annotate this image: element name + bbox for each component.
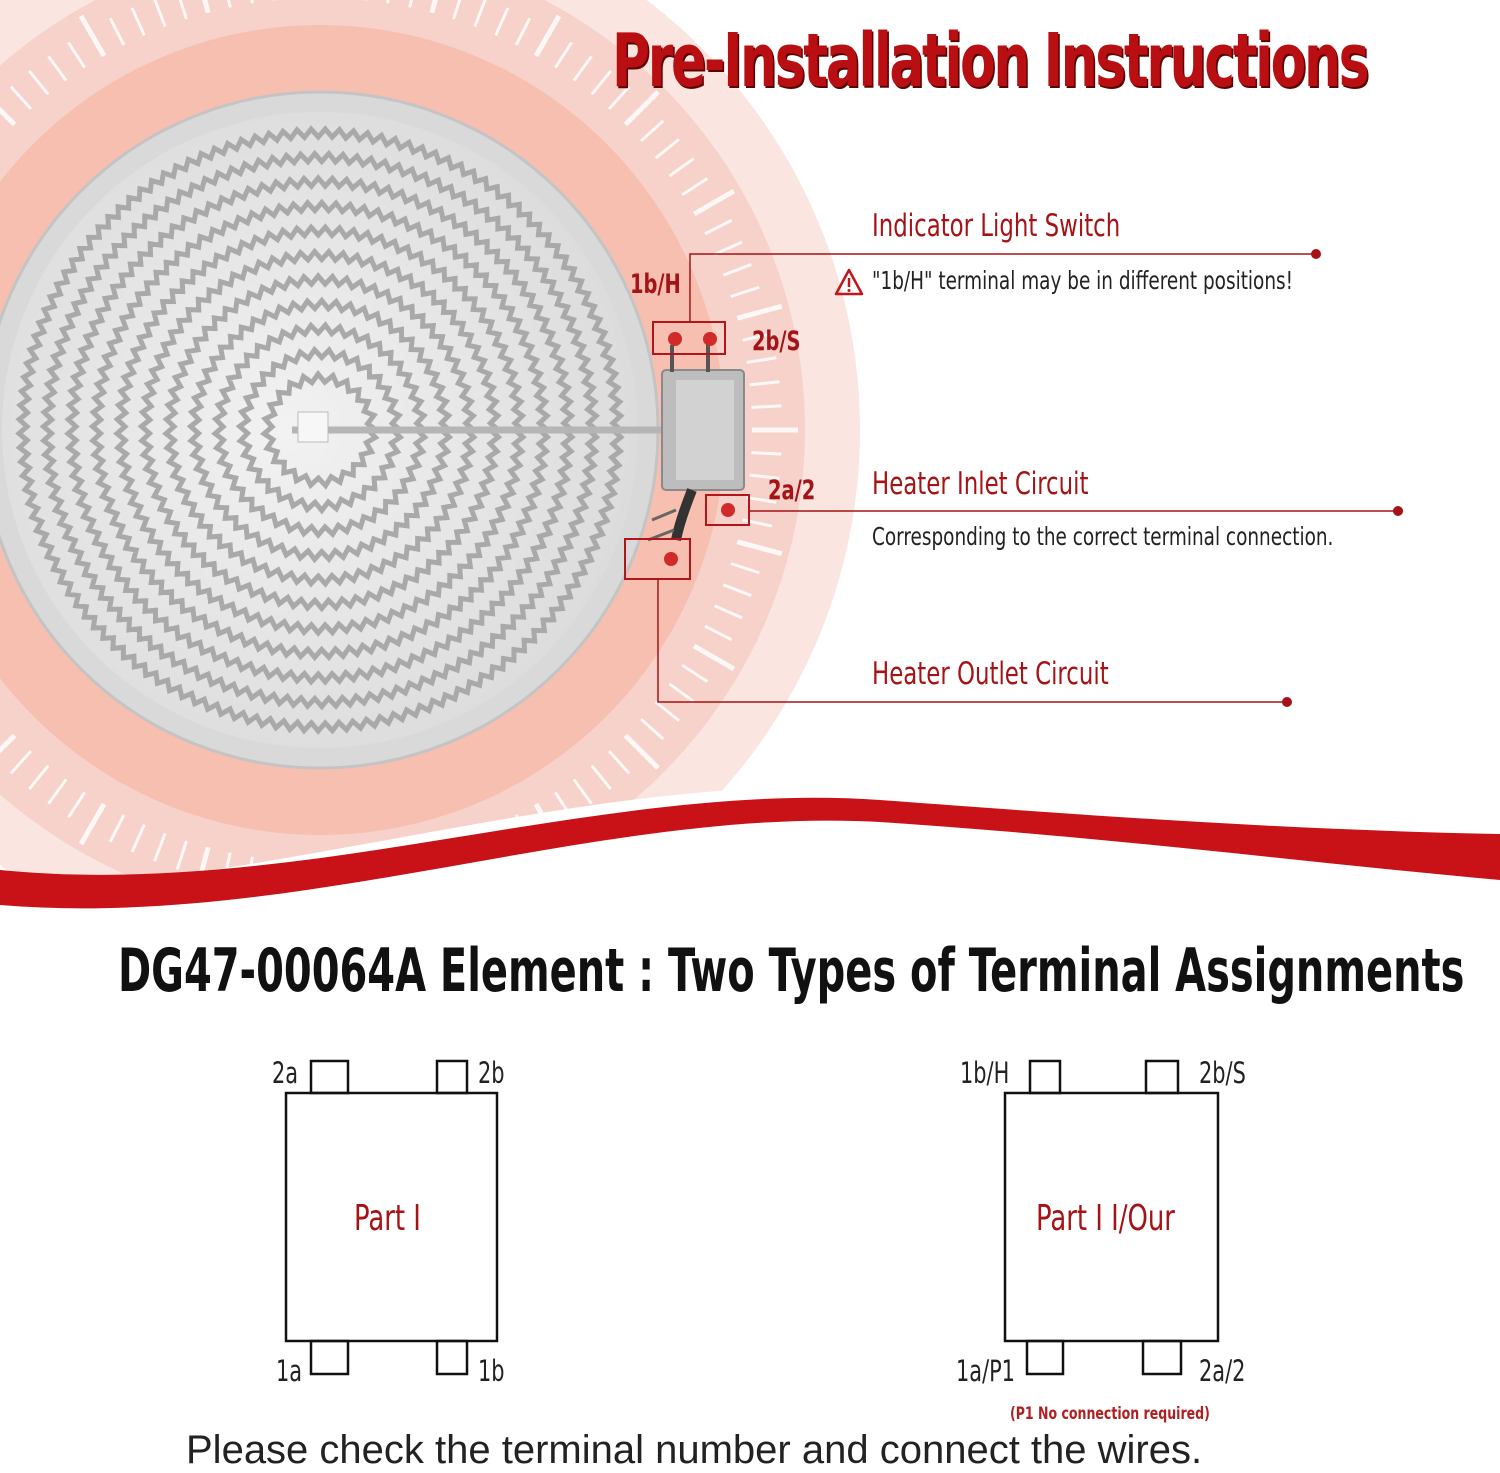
terminal-dot-outlet <box>664 552 678 566</box>
d1-part-label: Part I <box>354 1198 421 1239</box>
d2-note: (P1 No connection required) <box>1010 1404 1210 1424</box>
d2-label-top-left: 1b/H <box>960 1056 1009 1090</box>
page-title: Pre-Installation Instructions <box>612 18 1367 104</box>
heater-outlet-heading: Heater Outlet Circuit <box>872 656 1109 692</box>
terminal-dot-2bS <box>703 332 717 346</box>
d1-label-top-left: 2a <box>272 1056 298 1090</box>
d1-label-bottom-right: 1b <box>478 1354 505 1388</box>
indicator-light-switch-note: "1b/H" terminal may be in different positions! <box>872 266 1293 295</box>
d2-label-bottom-left: 1a/P1 <box>956 1354 1015 1388</box>
terminal-label-2bS: 2b/S <box>752 326 801 357</box>
d1-label-bottom-left: 1a <box>276 1354 302 1388</box>
terminal-dot-1bH <box>668 332 682 346</box>
indicator-light-switch-heading: Indicator Light Switch <box>872 208 1120 244</box>
heater-inlet-note: Corresponding to the correct terminal connection. <box>872 522 1333 551</box>
element-center-pad <box>298 412 328 442</box>
section-heading: DG47-00064A Element : Two Types of Terminal Assignments <box>118 936 1464 1006</box>
terminal-label-2a2: 2a/2 <box>768 475 815 506</box>
terminal-label-1bH: 1b/H <box>630 269 681 300</box>
terminal-dot-2a2 <box>721 503 735 517</box>
d2-label-top-right: 2b/S <box>1199 1056 1246 1090</box>
footer-instruction: Please check the terminal number and connect the wires. <box>186 1428 1202 1473</box>
d2-label-bottom-right: 2a/2 <box>1199 1354 1245 1388</box>
d1-label-top-right: 2b <box>478 1056 505 1090</box>
thermostat-face <box>676 380 734 480</box>
d2-part-label: Part I I/Our <box>1036 1198 1175 1239</box>
heater-inlet-heading: Heater Inlet Circuit <box>872 466 1088 502</box>
